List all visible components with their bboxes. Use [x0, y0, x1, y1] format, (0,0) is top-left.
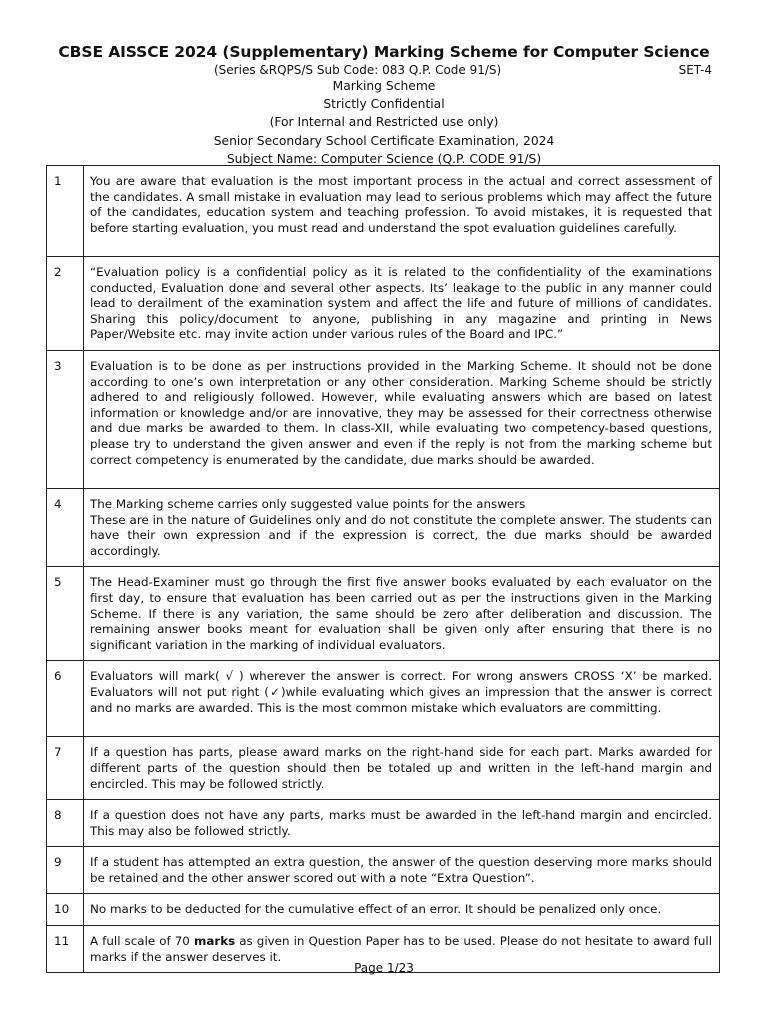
header-line-exam-name: Senior Secondary School Certificate Examination, 2024 [213, 133, 555, 148]
guideline-text-block [84, 488, 720, 566]
guideline-number: 7 [47, 737, 84, 800]
guideline-number: 6 [47, 661, 84, 737]
table-row [47, 800, 720, 847]
table-row [47, 257, 720, 351]
table-row [47, 661, 720, 737]
guideline-first-line: The Marking scheme carries only suggested value points for the answers [90, 496, 526, 511]
guideline-number: 11 [47, 926, 84, 973]
guideline-number: 9 [47, 847, 84, 894]
guidelines-table [46, 165, 720, 973]
header-line-confidential: Strictly Confidential [323, 97, 445, 112]
table-row [47, 894, 720, 926]
guideline-number: 5 [47, 567, 84, 661]
guideline-number: 3 [47, 350, 84, 488]
guideline-text: If a student has attempted an extra question, the answer of the question deserving more marks should be retained and the other answer scored out with a note “Extra Question”. [84, 847, 720, 894]
guideline-number: 1 [47, 166, 84, 257]
document-title: CBSE AISSCE 2024 (Supplementary) Marking Scheme for Computer Science [58, 43, 710, 61]
guideline-text: If a question does not have any parts, marks must be awarded in the left-hand margin and encircled. This may also be followed strictly. [84, 800, 720, 847]
guideline-text: These are in the nature of Guidelines only and do not constitute the complete answer. The students can have their own expression and if the expression is correct, the due marks should be awarded accordingly. [90, 512, 712, 558]
header-line-internal-use: (For Internal and Restricted use only) [269, 115, 499, 130]
series-line [0, 62, 768, 78]
guideline-text: The Head-Examiner must go through the first five answer books evaluated by each evaluator on the first day, to ensure that evaluation has been carried out as per the instructions given in the Marking Scheme. If there is any variation, the same should be zero after deliberation and discussion. The remaining answer books meant for evaluation shall be given only after ensuring that there is no significant variation in the marking of individual evaluators. [84, 567, 720, 661]
table-row [47, 737, 720, 800]
guideline-text: “Evaluation policy is a confidential policy as it is related to the confidentiality of the examinations conducted, Evaluation done and several other aspects. Its’ leakage to the public in any manner could lead to derailment of the examination system and affect the life and future of millions of candidates. Sharing this policy/document to anyone, publishing in any magazine and printing in News Paper/Website etc. may invite action under various rules of the Board and IPC.” [84, 257, 720, 351]
header-lines [0, 77, 768, 168]
table-row [47, 488, 720, 566]
guideline-text: If a question has parts, please award marks on the right-hand side for each part. Marks awarded for different parts of the question should then be totaled up and written in the left-hand margin and encircled. This may be followed strictly. [84, 737, 720, 800]
set-number: SET-4 [678, 63, 712, 77]
table-row [47, 847, 720, 894]
guideline-text-end: as given in Question Paper has to be used. Please do not hesitate to award full marks if the answer deserves it. [90, 934, 713, 964]
table-row [47, 350, 720, 488]
header-line-marking-scheme: Marking Scheme [332, 79, 436, 93]
page-number: Page 1/23 [354, 961, 414, 975]
header-line-subject: Subject Name: Computer Science (Q.P. CODE 91/S) [226, 151, 542, 166]
guideline-text: No marks to be deducted for the cumulative effect of an error. It should be penalized only once. [84, 894, 720, 926]
guideline-number: 10 [47, 894, 84, 926]
table-row [47, 166, 720, 257]
guideline-text: You are aware that evaluation is the most important process in the actual and correct assessment of the candidates. A small mistake in evaluation may lead to serious problems which may affect the future of the candidates, education system and teaching profession. To avoid mistakes, it is requested that before starting evaluation, you must read and understand the spot evaluation guidelines carefully. [84, 166, 720, 257]
guideline-number: 4 [47, 488, 84, 566]
guideline-bold-word: marks [193, 934, 236, 949]
guideline-text: Evaluators will mark( √ ) wherever the answer is correct. For wrong answers CROSS ‘X’ be marked. Evaluators will not put right (✓)while evaluating which gives an impression that the answer is correct and no marks are awarded. This is the most common mistake which evaluators are committing. [84, 661, 720, 737]
series-code: (Series &RQPS/S Sub Code: 083 Q.P. Code 91/S) [214, 63, 502, 77]
table-row [47, 567, 720, 661]
guideline-text: Evaluation is to be done as per instructions provided in the Marking Scheme. It should not be done according to one’s own interpretation or any other consideration. Marking Scheme should be strictly adhered to and religiously followed. However, while evaluating answers which are based on latest information or knowledge and/or are innovative, they may be assessed for their correctness otherwise and due marks be awarded to them. In class-XII, while evaluating two competency-based questions, please try to understand the given answer and even if the reply is not from the marking scheme but correct competency is enumerated by the candidate, due marks should be awarded. [84, 350, 720, 488]
guideline-number: 8 [47, 800, 84, 847]
guideline-number: 2 [47, 257, 84, 351]
guideline-text-start: A full scale of 70 [90, 934, 194, 949]
